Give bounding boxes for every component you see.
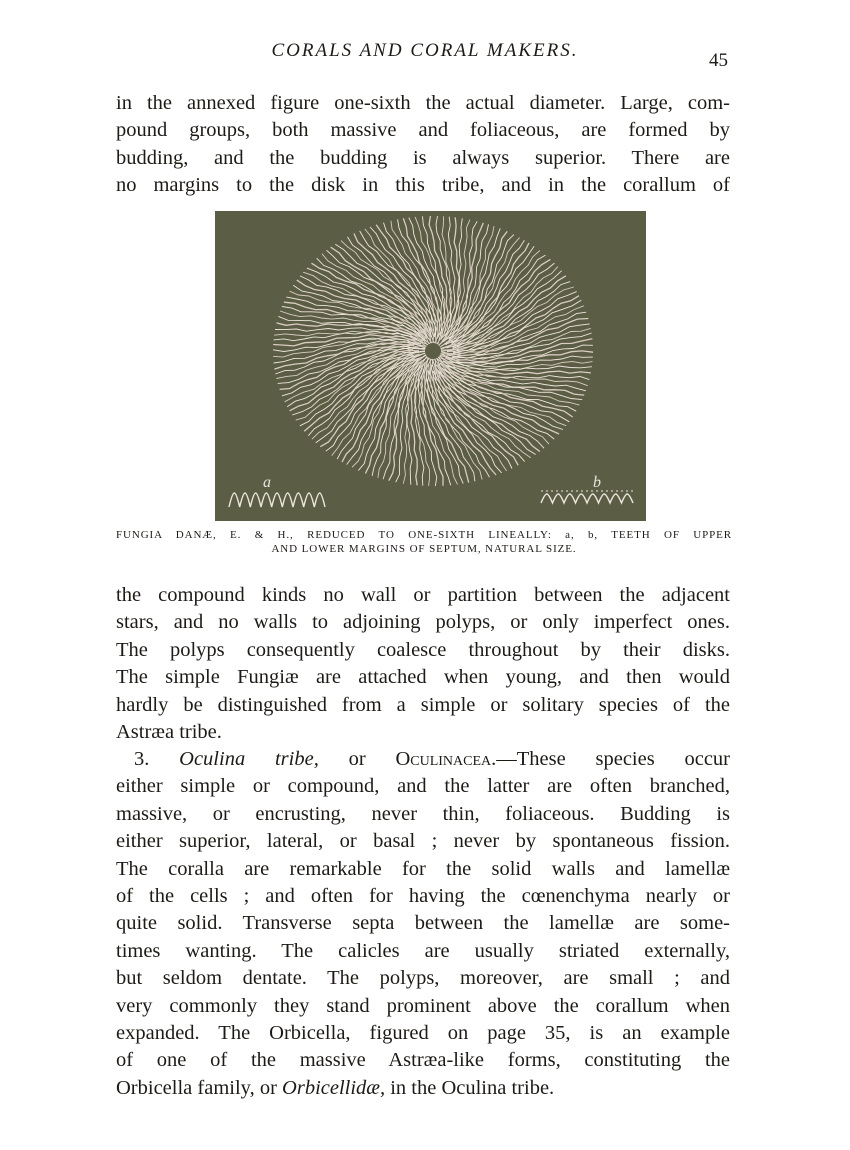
family-latin-name: Orbicellidæ, <box>282 1076 386 1099</box>
text-line: massive, or encrusting, never thin, foliaceous. Budding is <box>116 802 730 825</box>
text-line: pound groups, both massive and foliaceous, are formed by <box>116 119 730 142</box>
text-line: either simple or compound, and the latter are often branched, <box>116 775 730 798</box>
text-line: hardly be distinguished from a simple or solitary species of the <box>116 693 730 716</box>
text-line: times wanting. The calicles are usually striated externally, <box>116 939 730 962</box>
text-line <box>116 746 730 773</box>
text-line: The coralla are remarkable for the solid walls and lamellæ <box>116 857 730 880</box>
paragraph-2 <box>116 582 730 746</box>
text-line: budding, and the budding is always superior. There are <box>116 146 730 169</box>
text-line: in the annexed figure one-sixth the actual diameter. Large, com- <box>116 92 730 114</box>
text-line: but seldom dentate. The polyps, moreover, are small ; and <box>116 967 730 990</box>
text-run: Orbicella family, or <box>116 1076 277 1099</box>
section-number: 3. <box>134 748 150 770</box>
text-line: quite solid. Transverse septa between the lamellæ are some- <box>116 912 730 935</box>
fungia-coral-figure <box>215 211 646 521</box>
caption-line-2: AND LOWER MARGINS OF SEPTUM, NATURAL SIZE. <box>271 543 577 555</box>
tribe-name: Oculina tribe, <box>179 748 319 770</box>
text-line: very commonly they stand prominent above the corallum when <box>116 994 730 1017</box>
caption-line-1: FUNGIA DANÆ, E. & H., REDUCED TO ONE-SIXTH LINEALLY: a, b, TEETH OF UPPER <box>116 529 732 541</box>
page-number: 45 <box>709 50 728 71</box>
figure-caption <box>116 528 732 556</box>
text-line: expanded. The Orbicella, figured on page 35, is an example <box>116 1021 730 1044</box>
text-run: —These species occur <box>496 748 731 770</box>
text-line: The polyps consequently coalesce throughout by their disks. <box>116 638 730 661</box>
fungia-illustration <box>215 211 646 521</box>
family-name: Oculinacea. <box>395 748 497 770</box>
running-header <box>0 36 850 70</box>
text-line: either superior, lateral, or basal ; never by spontaneous fission. <box>116 830 730 853</box>
text-or: or <box>348 748 366 770</box>
text-line <box>116 1075 730 1102</box>
text-line: of one of the massive Astræa-like forms, constituting the <box>116 1049 730 1072</box>
text-line: no margins to the disk in this tribe, and in the corallum of <box>116 174 730 197</box>
text-line: the compound kinds no wall or partition between the adjacent <box>116 584 730 606</box>
text-line: stars, and no walls to adjoining polyps, or only imperfect ones. <box>116 611 730 634</box>
running-title: CORALS AND CORAL MAKERS. <box>271 40 579 61</box>
paragraph-3 <box>116 746 730 1102</box>
figure-label-a: a <box>263 474 271 491</box>
text-run: in the Oculina tribe. <box>390 1076 555 1099</box>
paragraph-1 <box>116 90 730 200</box>
figure-label-b: b <box>593 474 601 491</box>
text-line: of the cells ; and often for having the cœnenchyma nearly or <box>116 884 730 907</box>
text-line: The simple Fungiæ are attached when young, and then would <box>116 666 730 689</box>
text-line: Astræa tribe. <box>116 720 222 743</box>
